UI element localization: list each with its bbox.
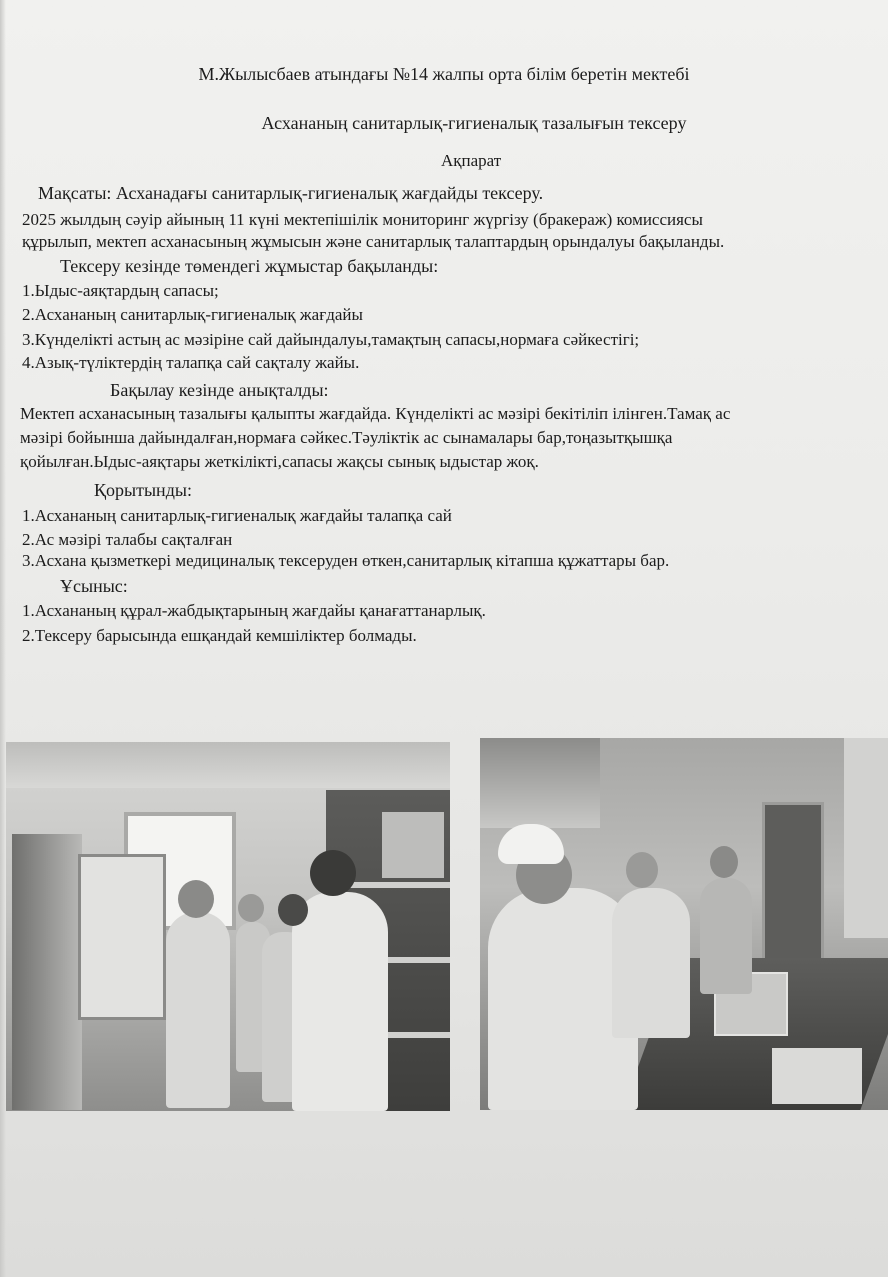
person-shape — [166, 912, 230, 1108]
findings-line: мәзірі бойынша дайындалған,нормаға сәйкес.Тәуліктік ас сынамалары бар,тоңазытқышқа — [20, 428, 673, 447]
findings-heading: Бақылау кезінде анықталды: — [110, 380, 329, 400]
findings-line: қойылған.Ыдыс-аяқтары жеткілікті,сапасы жақсы сынық ыдыстар жоқ. — [20, 452, 539, 471]
checked-item: 2.Асхананың санитарлық-гигиеналық жағдайы — [22, 305, 363, 324]
goal-line: Мақсаты: Асханадағы санитарлық-гигиеналық жағдайды тексеру. — [38, 183, 544, 203]
conclusion-heading: Қорытынды: — [94, 480, 192, 500]
person-head-shape — [626, 852, 658, 888]
person-head-shape — [238, 894, 264, 922]
person-shape — [612, 888, 690, 1038]
ceiling-shape — [6, 742, 450, 788]
chef-hat-shape — [498, 824, 564, 864]
fridge-body-shape — [12, 834, 82, 1110]
person-head-shape — [178, 880, 214, 918]
box-shape — [382, 812, 444, 878]
kitchen-staff-photo — [480, 738, 888, 1110]
intro-line-1: 2025 жылдың сәуір айының 11 күні мектепішілік мониторинг жүргізу (бракераж) комиссиясы — [22, 210, 703, 229]
hood-shape — [480, 738, 600, 828]
fridge-door-shape — [78, 854, 166, 1020]
findings-line: Мектеп асханасының тазалығы қалыпты жағдайда. Күнделікті ас мәзірі бекітіліп ілінген.Тамақ ас — [20, 404, 731, 423]
conclusion-item: 1.Асхананың санитарлық-гигиеналық жағдайы талапқа сай — [22, 506, 452, 525]
suggestion-heading: Ұсыныс: — [60, 576, 128, 596]
document-subtitle: Ақпарат — [441, 151, 502, 170]
school-name: М.Жылысбаев атындағы №14 жалпы орта білім беретін мектебі — [198, 64, 690, 84]
person-shape — [292, 892, 388, 1111]
checked-item: 3.Күнделікті астың ас мәзіріне сай дайындалуы,тамақтың сапасы,нормаға сәйкестігі; — [22, 330, 640, 349]
person-head-shape — [278, 894, 308, 926]
intro-line-2: құрылып, мектеп асханасының жұмысын және санитарлық талаптардың орындалуы бақыланды. — [22, 232, 725, 251]
suggestion-item: 2.Тексеру барысында ешқандай кемшіліктер болмады. — [22, 626, 417, 645]
checked-item: 4.Азық-түліктердің талапқа сай сақталу жайы. — [22, 353, 360, 372]
document-title: Асхананың санитарлық-гигиеналық тазалығын тексеру — [261, 113, 687, 133]
door-shape — [762, 802, 824, 978]
person-head-shape — [310, 850, 356, 896]
person-head-shape — [710, 846, 738, 878]
checked-item: 1.Ыдыс-аяқтардың сапасы; — [22, 281, 219, 300]
conclusion-item: 3.Асхана қызметкері медициналық тексеруден өткен,санитарлық кітапша құжаттары бар. — [22, 551, 670, 570]
window-shape — [844, 738, 888, 938]
kitchen-fridge-photo — [6, 742, 450, 1111]
suggestion-item: 1.Асхананың құрал-жабдықтарының жағдайы қанағаттанарлық. — [22, 601, 486, 620]
person-shape — [700, 878, 752, 994]
checked-heading: Тексеру кезінде төмендегі жұмыстар бақыланды: — [60, 256, 439, 276]
scale-shape — [772, 1048, 862, 1104]
conclusion-item: 2.Ас мәзірі талабы сақталған — [22, 530, 233, 549]
